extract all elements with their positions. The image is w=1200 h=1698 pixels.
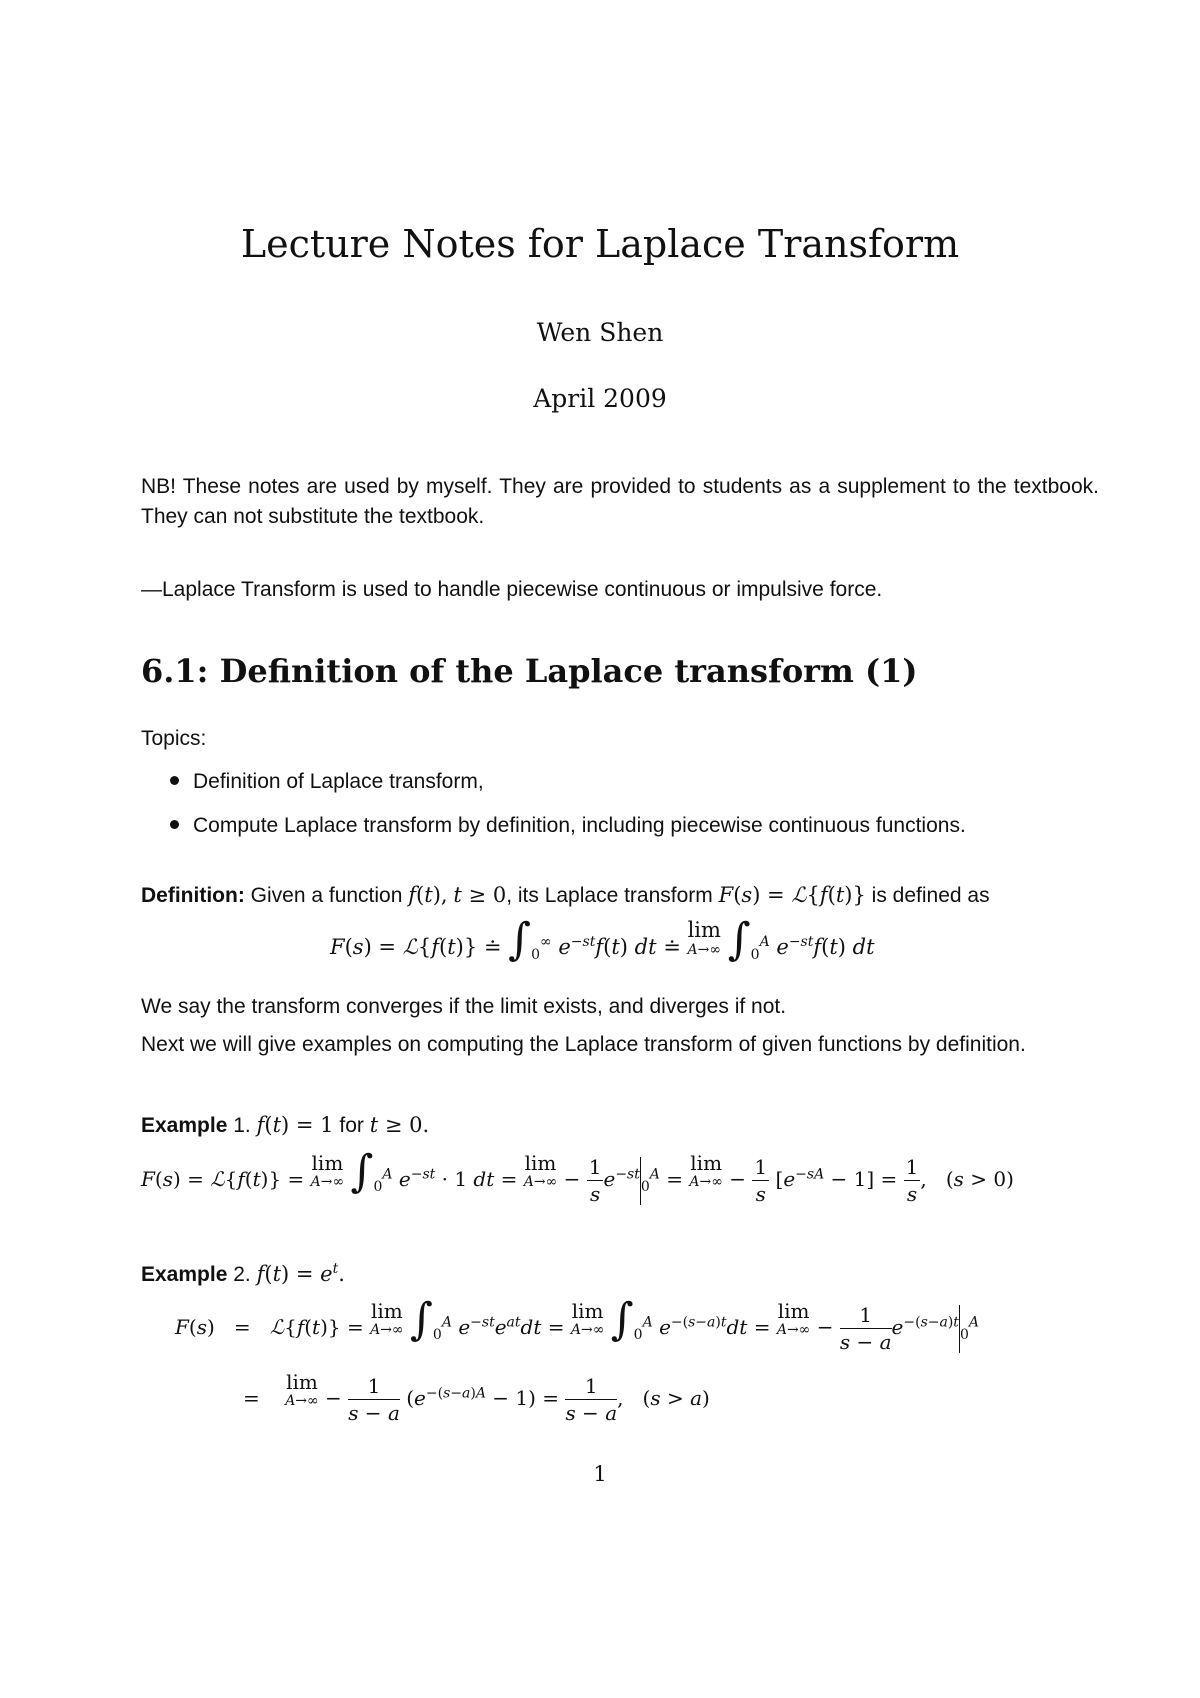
bullet-icon [170,776,179,785]
definition-line: Definition: Given a function f(t), t ≥ 0, its Laplace transform F(s) = ℒ{f(t)} is defined as [141,883,990,907]
note-paragraph: NB! These notes are used by myself. They are provided to students as a supplement to the textbook. They can not substitute the textbook. [141,475,1099,528]
example1-heading: Example 1. f(t) = 1 for t ≥ 0. [141,1113,430,1137]
example2-heading: Example 2. $f(t) = e^t$. [141,1261,345,1286]
example2-label: Example [141,1263,228,1286]
example1-number: 1. [233,1114,251,1137]
example2-equation-line1: F(s) = ℒ{f(t)} = lim A→∞ $\int_0^A$ $e^{-st}e^{at}dt = \lim$ A→∞ $\int_0^A$ $e^{-(s-a)t}dt = \lim$ A→∞ − $\frac{1}{s - a}$ $e^{-(s-a)t}_0^A$ [175,1294,979,1354]
example2-number: 2. [233,1263,251,1286]
definition-text-1: Given a function [250,884,403,907]
example2-equation-line2: = lim A→∞ − $\frac{1}{s - a}$ $(e^{-(s-a)A} - 1)$ = $\frac{1}{s - a}$ , (s > a) [243,1370,710,1425]
example1-equation: F(s) = ℒ{f(t)} = lim A→∞ $\int_0^A$ $e^{-st} \cdot 1$ dt = lim A→∞ − $\frac{1}{s}$ $e^{-st}_0^A = \lim$ A→∞ − $\frac{1}{s}$ $[e^{-sA} - 1]$ = $\frac{1}{s}$ , (s > 0) [141,1146,1014,1206]
intro-paragraph: —Laplace Transform is used to handle piecewise continuous or impulsive force. [141,578,883,601]
page-number: 1 [593,1462,607,1486]
topic-text: Definition of Laplace transform, [193,770,484,793]
example1-condition: for [339,1114,364,1137]
page-title: Lecture Notes for Laplace Transform [240,222,960,266]
date: April 2009 [533,384,667,413]
topics-label: Topics: [141,727,207,750]
next-paragraph: Next we will give examples on computing the Laplace transform of given functions by definition. [141,1033,1026,1056]
topic-item [170,814,966,838]
topic-text: Compute Laplace transform by definition, including piecewise continuous functions. [193,814,966,837]
author: Wen Shen [536,318,664,347]
bullet-icon [170,820,179,829]
definition-math-1: f [408,883,417,907]
topic-item [170,770,484,794]
definition-text-2: , its Laplace transform [506,884,713,907]
converge-paragraph: We say the transform converges if the limit exists, and diverges if not. [141,995,787,1018]
definition-text-3: is defined as [871,884,990,907]
definition-label: Definition: [141,884,245,907]
definition-equation: F(s) = ℒ{f(t)} ≐ $\int_0^\infty$ $e^{-st}f(t)$ dt ≐ lim A→∞ $\int_0^A$ $e^{-st}f(t)$ dt [330,914,875,965]
example1-label: Example [141,1114,228,1137]
section-heading: 6.1: Definition of the Laplace transform (1) [141,652,918,690]
